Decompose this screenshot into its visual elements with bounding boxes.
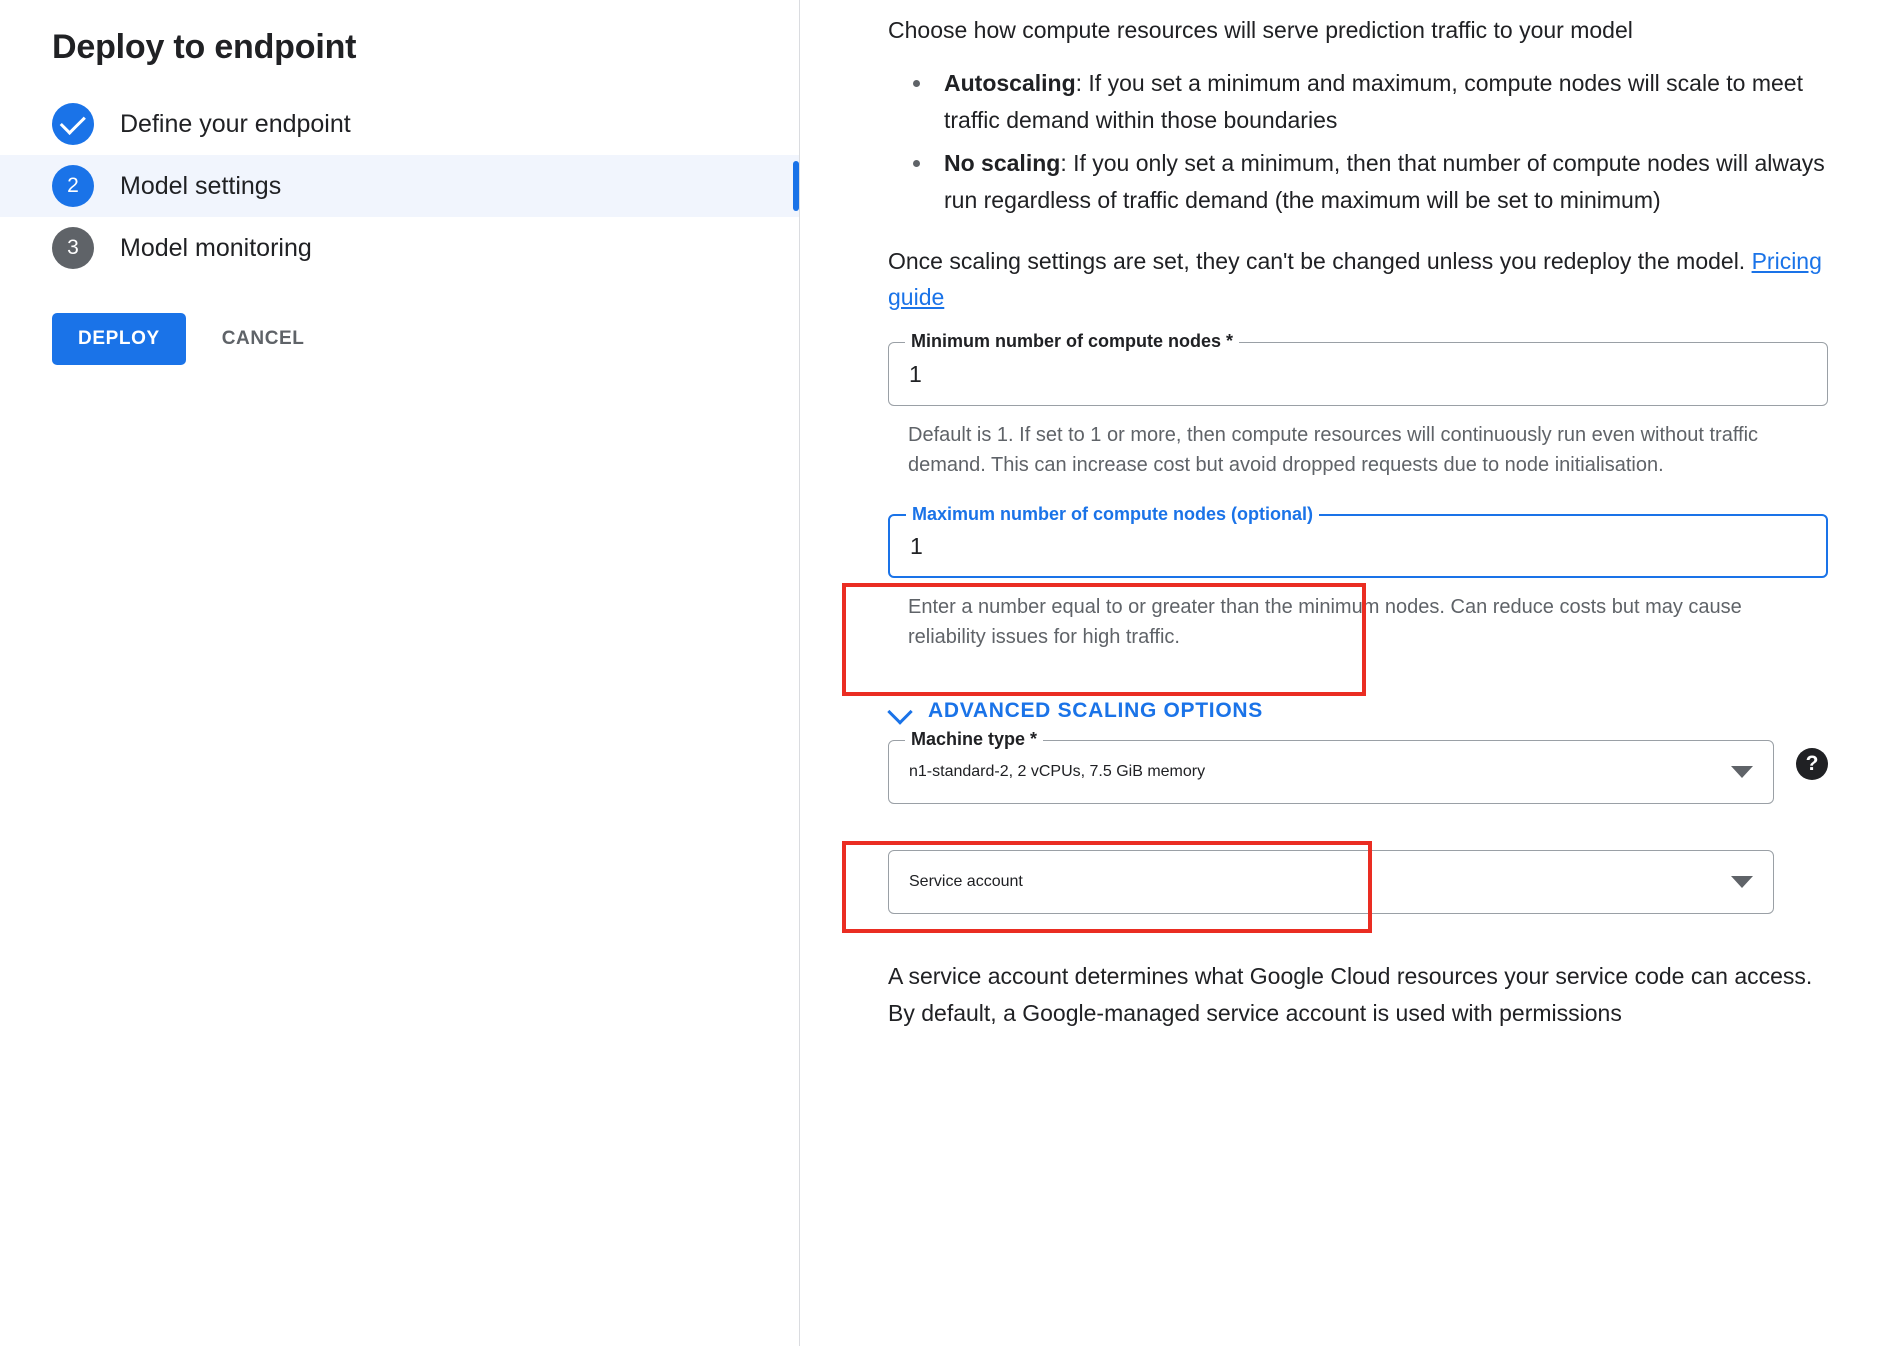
machine-type-value: n1-standard-2, 2 vCPUs, 7.5 GiB memory [909, 763, 1206, 781]
machine-type-row [888, 724, 1828, 804]
autoscaling-term: Autoscaling [944, 70, 1076, 97]
sidebar-item-define-your-endpoint[interactable] [0, 93, 799, 155]
service-account-placeholder: Service account [909, 873, 1023, 891]
advanced-scaling-options-label: ADVANCED SCALING OPTIONS [928, 699, 1263, 723]
min-compute-nodes-value: 1 [909, 360, 922, 387]
wizard-sidebar [0, 0, 800, 1346]
deploy-button[interactable]: DEPLOY [52, 313, 186, 365]
no-scaling-desc: : If you only set a minimum, then that number of compute nodes will always run regardless of traffic demand (the maximum will be set to minimum) [944, 149, 1825, 213]
service-account-select[interactable] [888, 850, 1774, 914]
service-account-note: A service account determines what Google Cloud resources your service code can access. By default, a Google-managed service account is used with permissions [888, 963, 1813, 1026]
list-item [934, 65, 1828, 139]
no-scaling-term: No scaling [944, 149, 1061, 176]
scaling-settings-note-text: Once scaling settings are set, they can't be changed unless you redeploy the model. [888, 247, 1752, 274]
scaling-settings-note [888, 243, 1828, 317]
step-label: Model monitoring [120, 233, 312, 262]
compute-resources-intro: Choose how compute resources will serve prediction traffic to your model [888, 17, 1633, 43]
min-compute-nodes-input[interactable] [888, 331, 1828, 406]
sidebar-item-model-settings[interactable] [0, 155, 799, 217]
machine-type-label: Machine type * [905, 729, 1043, 750]
chevron-down-icon[interactable] [1731, 766, 1753, 778]
step-complete-icon [52, 103, 94, 145]
max-compute-nodes-input[interactable] [888, 504, 1828, 578]
step-label: Define your endpoint [120, 109, 351, 138]
min-compute-nodes-helper: Default is 1. If set to 1 or more, then compute resources will continuously run even without traffic demand. This can increase cost but avoid dropped requests due to node initialisation. [908, 424, 1759, 477]
step-number-badge: 2 [52, 165, 94, 207]
wizard-actions [0, 313, 799, 365]
max-compute-nodes-value: 1 [910, 532, 923, 559]
chevron-down-icon[interactable] [1731, 876, 1753, 888]
page-title: Deploy to endpoint [52, 28, 357, 66]
scaling-options-list [888, 65, 1828, 218]
min-compute-nodes-label: Minimum number of compute nodes * [905, 331, 1239, 352]
cancel-button[interactable]: CANCEL [216, 313, 311, 365]
step-number-badge: 3 [52, 227, 94, 269]
max-compute-nodes-label: Maximum number of compute nodes (optional) [906, 504, 1319, 525]
step-label: Model settings [120, 171, 282, 200]
help-icon[interactable]: ? [1796, 748, 1828, 780]
model-settings-form [800, 0, 1888, 1346]
sidebar-item-model-monitoring[interactable] [0, 217, 799, 279]
autoscaling-desc: : If you set a minimum and maximum, compute nodes will scale to meet traffic demand within those boundaries [944, 70, 1803, 134]
list-item [934, 145, 1828, 219]
max-compute-nodes-helper: Enter a number equal to or greater than the minimum nodes. Can reduce costs but may cause reliability issues for high traffic. [908, 596, 1742, 649]
pricing-guide-link[interactable]: Pricing guide [888, 247, 1822, 311]
machine-type-select[interactable] [888, 729, 1774, 804]
advanced-scaling-options-toggle[interactable] [888, 698, 1828, 724]
wizard-steps [0, 93, 799, 279]
chevron-down-icon [888, 698, 914, 724]
